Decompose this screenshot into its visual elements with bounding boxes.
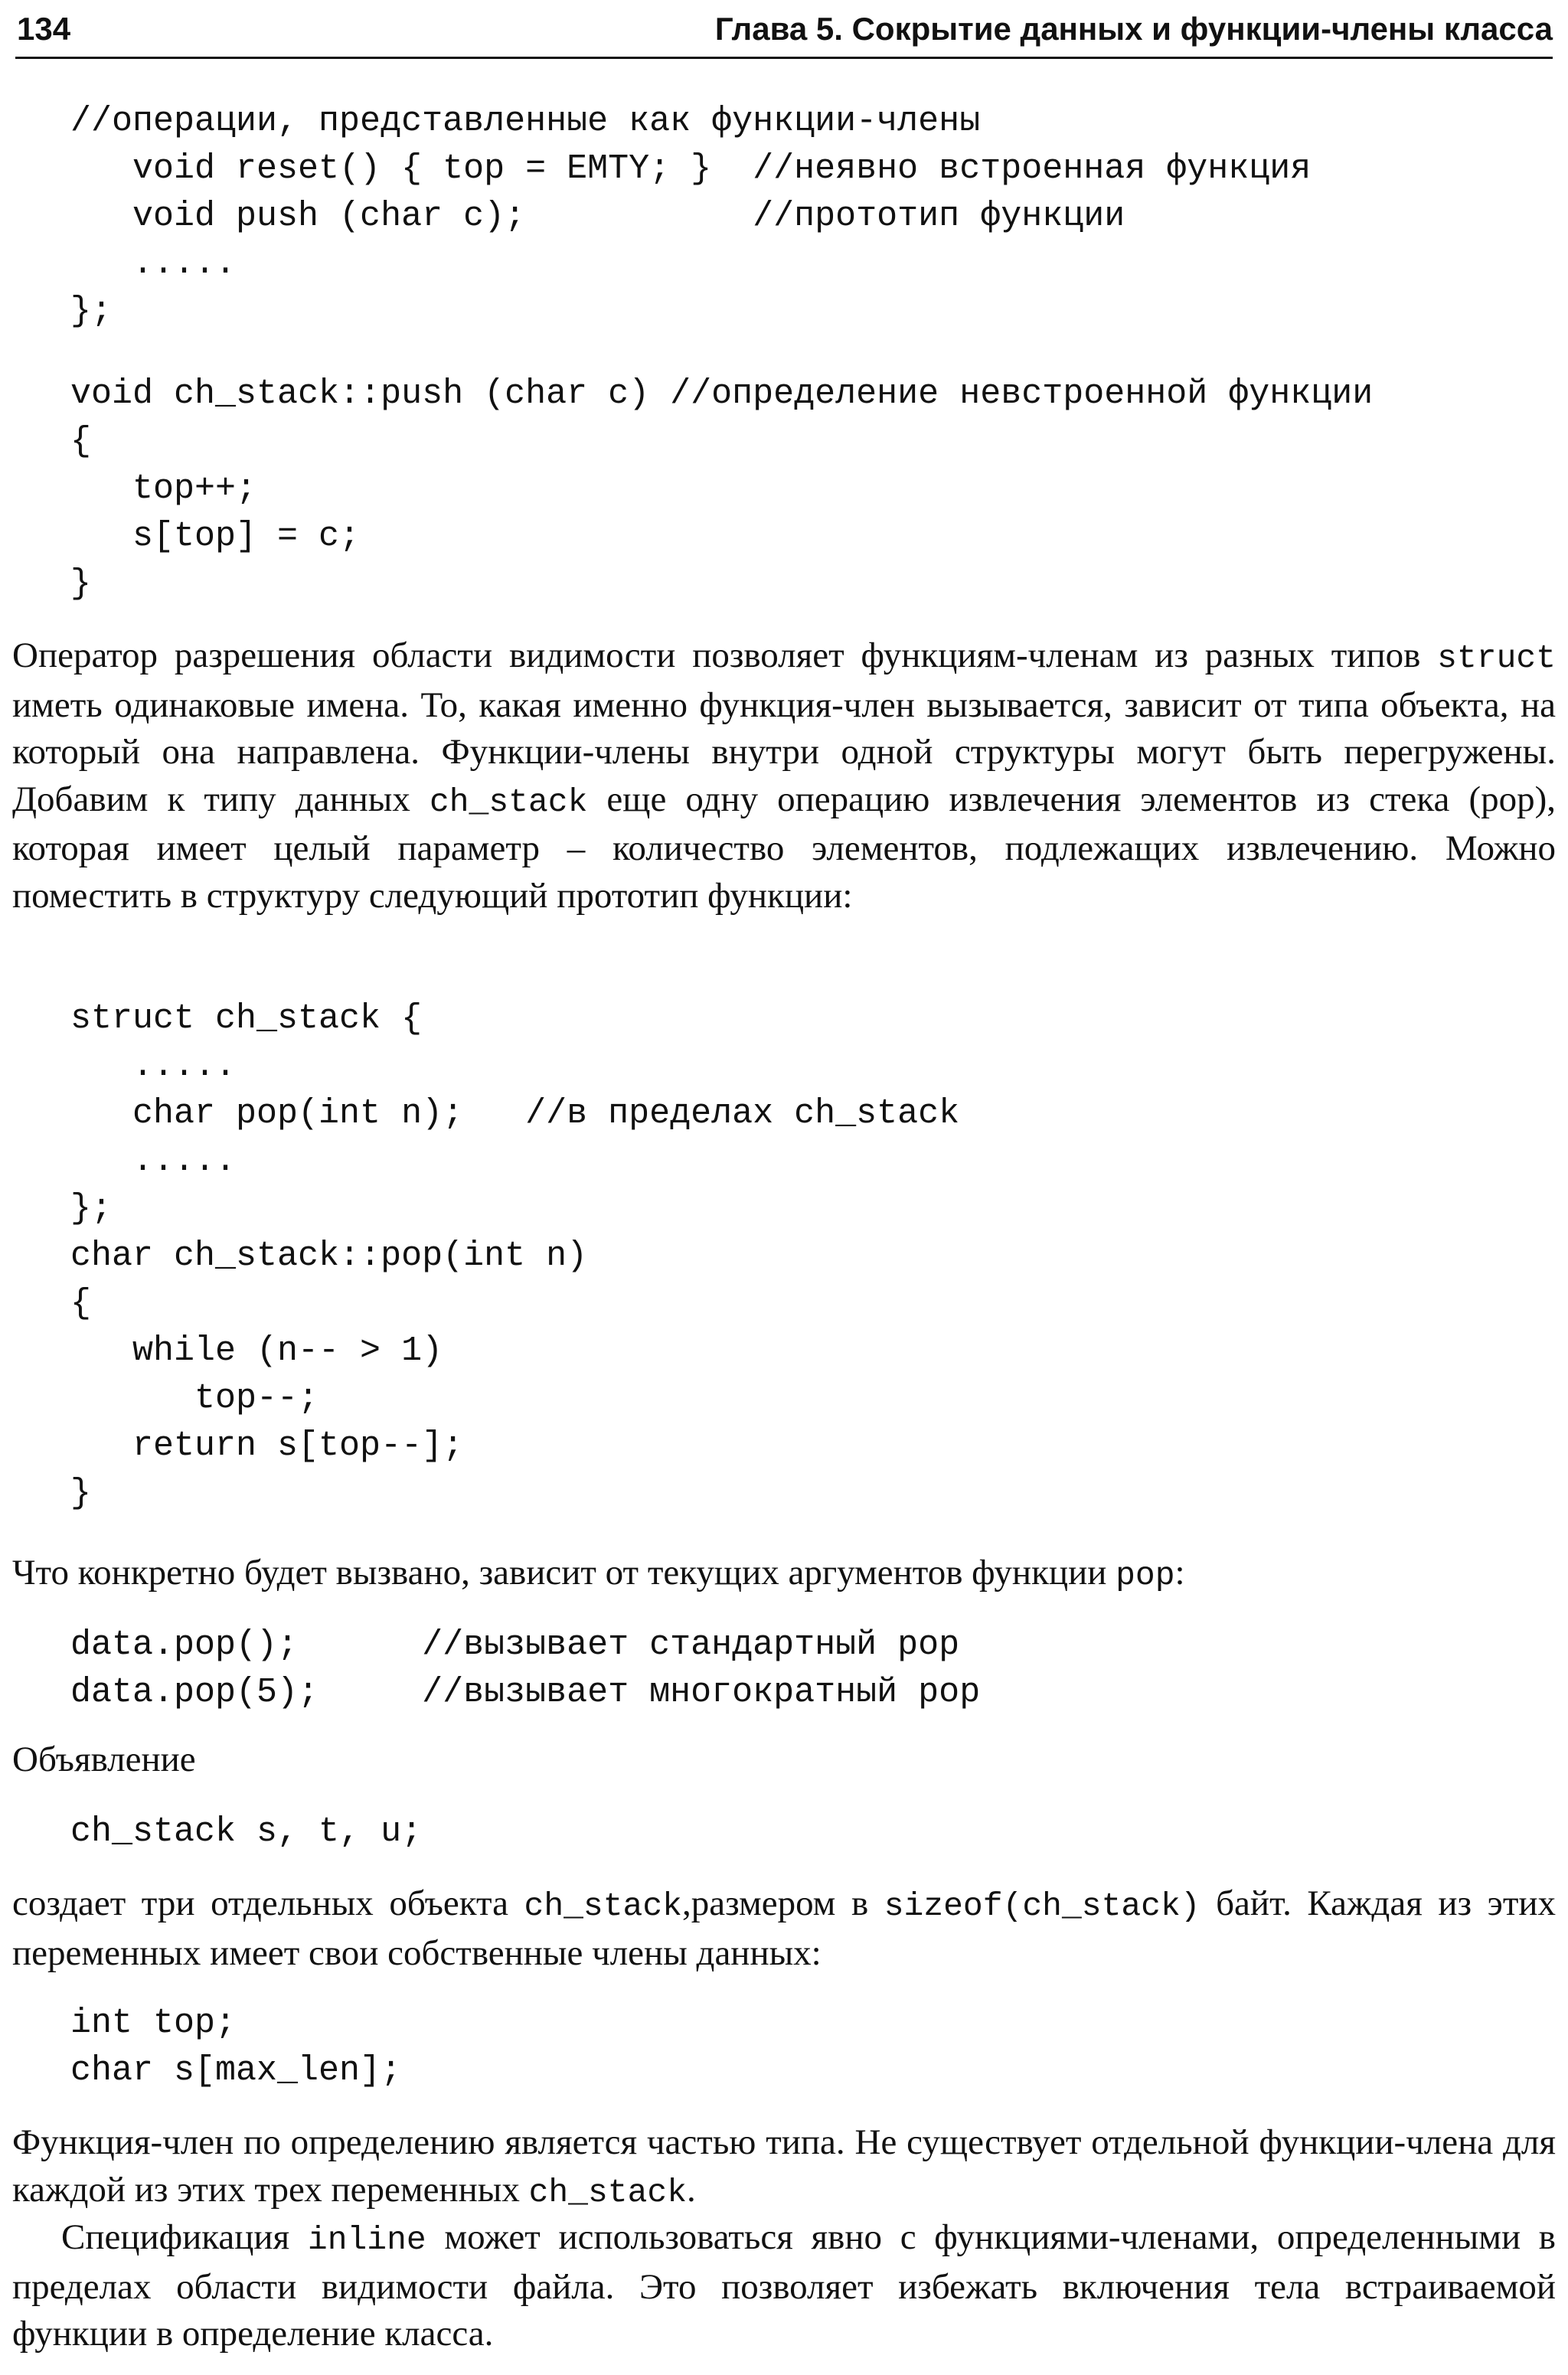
paragraph-text: создает три отдельных объекта	[12, 1883, 524, 1923]
paragraph-objects	[12, 1880, 1556, 1977]
paragraph-text: Функция-член по определению является частью типа. Не существует отдельной функции-члена для каждой из этих трех переменных	[12, 2122, 1556, 2210]
paragraph-text: Оператор разрешения области видимости позволяет функциям-членам из разных типов	[12, 635, 1438, 675]
code-block-declaration: ch_stack s, t, u;	[70, 1812, 423, 1851]
code-block-member-functions: //операции, представленные как функции-члены void reset() { top = EMTY; } //неявно встроенная функция void push (char c); //прототип функции ..... };	[70, 102, 1312, 331]
code-block-data-members: int top; char s[max_len];	[70, 2004, 402, 2090]
paragraph-text: может использоваться явно с функциями-членами, определенными в пределах области видимости файла. Это позволяет избежать включения тела встраиваемой функции в определение класса.	[12, 2217, 1556, 2354]
page-number: 134	[17, 11, 71, 47]
paragraph-member-function-type	[12, 2119, 1556, 2216]
running-title: Глава 5. Сокрытие данных и функции-члены класса	[714, 11, 1553, 47]
paragraph-text: байт. Каждая из этих переменных имеет свои собственные члены данных:	[12, 1883, 1557, 1973]
paragraph-inline-spec	[12, 2214, 1556, 2358]
inline-code: sizeof(ch_stack)	[884, 1887, 1200, 1925]
code-block-pop-calls: data.pop(); //вызывает стандартный pop data.pop(5); //вызывает многократный pop	[70, 1625, 981, 1712]
inline-code: pop	[1116, 1557, 1175, 1594]
paragraph-scope-resolution	[12, 632, 1556, 920]
page-header	[15, 11, 1553, 59]
code-block-push-definition: void ch_stack::push (char c) //определение невстроенной функции { top++; s[top] = c; }	[70, 374, 1374, 603]
code-block-pop: struct ch_stack { ..... char pop(int n); //в пределах ch_stack ..... }; char ch_stack::pop(int n) { while (n-- > 1) top--; return s[top--]; }	[70, 999, 960, 1513]
paragraph-declaration	[12, 1736, 1556, 1784]
paragraph-text: иметь одинаковые имена. То, какая именно функция-член вызывается, зависит от типа объекта, на который она направлена. Функции-члены внутри одной структуры могут быть перегружены. Добавим к типу данных	[12, 684, 1556, 819]
paragraph-text: еще одну операцию извлечения элементов из стека (pop), которая имеет целый параметр – количество элементов, подлежащих извлечению. Можно поместить в структуру следующий прототип функции:	[12, 779, 1557, 916]
paragraph-text: ,размером в	[681, 1883, 884, 1923]
paragraph-text: .	[687, 2169, 696, 2210]
paragraph-text: Объявление	[12, 1740, 196, 1779]
inline-code: ch_stack	[528, 2173, 688, 2211]
paragraph-pop-arguments	[12, 1550, 1556, 1599]
inline-code: struct	[1437, 639, 1556, 677]
inline-code: inline	[307, 2221, 426, 2259]
inline-code: ch_stack	[429, 782, 588, 821]
inline-code: ch_stack	[524, 1887, 682, 1925]
paragraph-text: :	[1174, 1553, 1185, 1593]
paragraph-text: Что конкретно будет вызвано, зависит от текущих аргументов функции	[12, 1553, 1116, 1593]
paragraph-text: Спецификация	[61, 2217, 308, 2257]
